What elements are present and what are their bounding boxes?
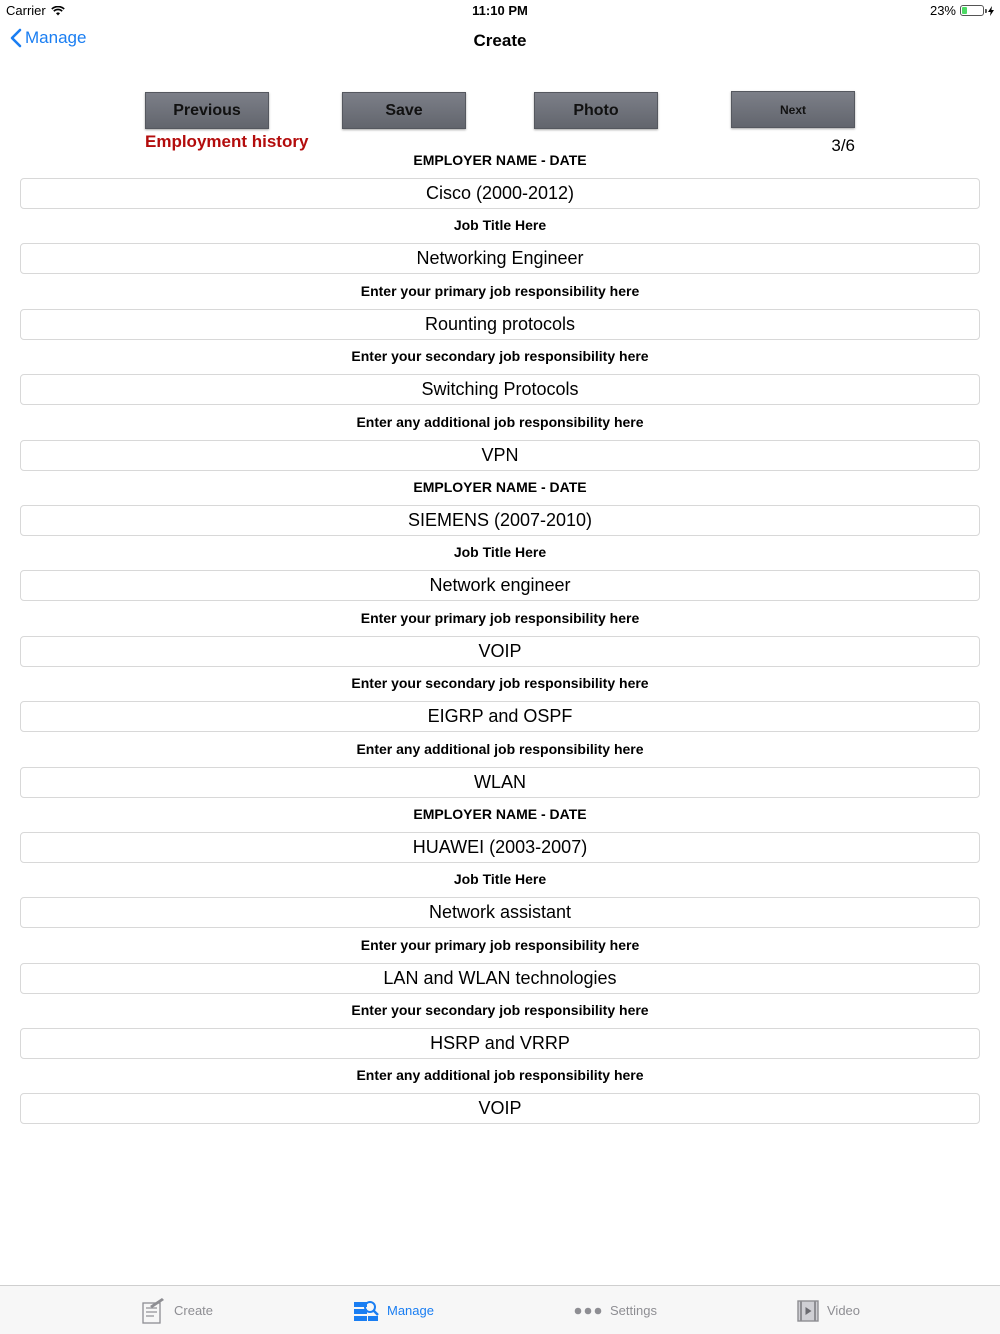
tab-video-label: Video	[827, 1303, 861, 1318]
tab-bar	[0, 1285, 1000, 1334]
employment-form	[0, 150, 1000, 1131]
form-field	[0, 150, 1000, 215]
video-icon	[797, 1300, 819, 1322]
field-label: Enter your primary job responsibility here	[360, 936, 640, 953]
primary-responsibility-field[interactable]: VOIP	[20, 636, 980, 667]
page-title: Create	[473, 31, 527, 50]
primary-responsibility-field[interactable]: LAN and WLAN technologies	[20, 963, 980, 994]
form-field	[0, 1000, 1000, 1065]
field-label: Enter any additional job responsibility here	[356, 413, 644, 430]
form-field	[0, 673, 1000, 738]
secondary-responsibility-field[interactable]: HSRP and VRRP	[20, 1028, 980, 1059]
tab-create[interactable]	[140, 1286, 213, 1334]
primary-responsibility-field[interactable]: Rounting protocols	[20, 309, 980, 340]
more-dots-icon	[574, 1307, 602, 1315]
status-time: 11:10 PM	[472, 3, 528, 18]
secondary-responsibility-field[interactable]: EIGRP and OSPF	[20, 701, 980, 732]
charging-bolt-icon	[988, 6, 994, 16]
back-button-label: Manage	[25, 28, 87, 47]
field-label: Enter your secondary job responsibility here	[351, 675, 649, 692]
form-field	[0, 1065, 1000, 1130]
battery-percent: 23%	[929, 3, 956, 18]
field-label: EMPLOYER NAME - DATE	[413, 152, 587, 168]
field-label: Enter any additional job responsibility here	[356, 1067, 644, 1084]
field-label: Job Title Here	[453, 217, 547, 234]
save-button[interactable]: Save	[342, 92, 466, 129]
page-indicator: 3/6	[831, 136, 855, 155]
field-label: Enter any additional job responsibility here	[356, 740, 644, 757]
status-bar	[0, 0, 1000, 22]
tab-create-label: Create	[174, 1303, 214, 1318]
form-field	[0, 935, 1000, 1000]
navigation-bar	[0, 22, 1000, 62]
form-field	[0, 215, 1000, 280]
form-field	[0, 739, 1000, 804]
carrier-label: Carrier	[6, 3, 46, 18]
tab-settings-label: Settings	[610, 1303, 657, 1318]
battery-level	[962, 7, 967, 14]
field-label: Enter your primary job responsibility here	[360, 609, 640, 626]
employer-name-date-field[interactable]: Cisco (2000-2012)	[20, 178, 980, 209]
job-title-field[interactable]: Network engineer	[20, 570, 980, 601]
tab-manage-label: Manage	[387, 1303, 434, 1318]
field-label: Enter your primary job responsibility here	[360, 282, 640, 299]
form-field	[0, 477, 1000, 542]
next-button[interactable]: Next	[731, 91, 855, 128]
employer-name-date-field[interactable]: SIEMENS (2007-2010)	[20, 505, 980, 536]
status-battery	[930, 3, 994, 18]
field-label: EMPLOYER NAME - DATE	[413, 478, 587, 495]
previous-button[interactable]: Previous	[145, 92, 269, 129]
form-field	[0, 804, 1000, 869]
tab-settings[interactable]	[574, 1286, 657, 1334]
field-label: Job Title Here	[453, 544, 547, 561]
field-label: Enter your secondary job responsibility here	[351, 348, 649, 365]
photo-button[interactable]: Photo	[534, 92, 658, 129]
job-title-field[interactable]: Networking Engineer	[20, 243, 980, 274]
battery-icon	[960, 5, 984, 16]
field-label: Job Title Here	[453, 871, 547, 888]
additional-responsibility-field[interactable]: WLAN	[20, 767, 980, 798]
form-field	[0, 869, 1000, 934]
section-title: Employment history	[145, 132, 309, 151]
tab-video[interactable]	[797, 1286, 860, 1334]
job-title-field[interactable]: Network assistant	[20, 897, 980, 928]
form-field	[0, 542, 1000, 607]
form-field	[0, 608, 1000, 673]
additional-responsibility-field[interactable]: VOIP	[20, 1093, 980, 1124]
tab-manage[interactable]	[353, 1286, 434, 1334]
field-label: EMPLOYER NAME - DATE	[413, 805, 587, 822]
employer-name-date-field[interactable]: HUAWEI (2003-2007)	[20, 832, 980, 863]
secondary-responsibility-field[interactable]: Switching Protocols	[20, 374, 980, 405]
additional-responsibility-field[interactable]: VPN	[20, 440, 980, 471]
field-label: Enter your secondary job responsibility here	[351, 1002, 649, 1019]
form-field	[0, 412, 1000, 477]
manage-icon	[353, 1299, 379, 1323]
form-field	[0, 346, 1000, 411]
form-field	[0, 281, 1000, 346]
document-edit-icon	[140, 1297, 166, 1325]
